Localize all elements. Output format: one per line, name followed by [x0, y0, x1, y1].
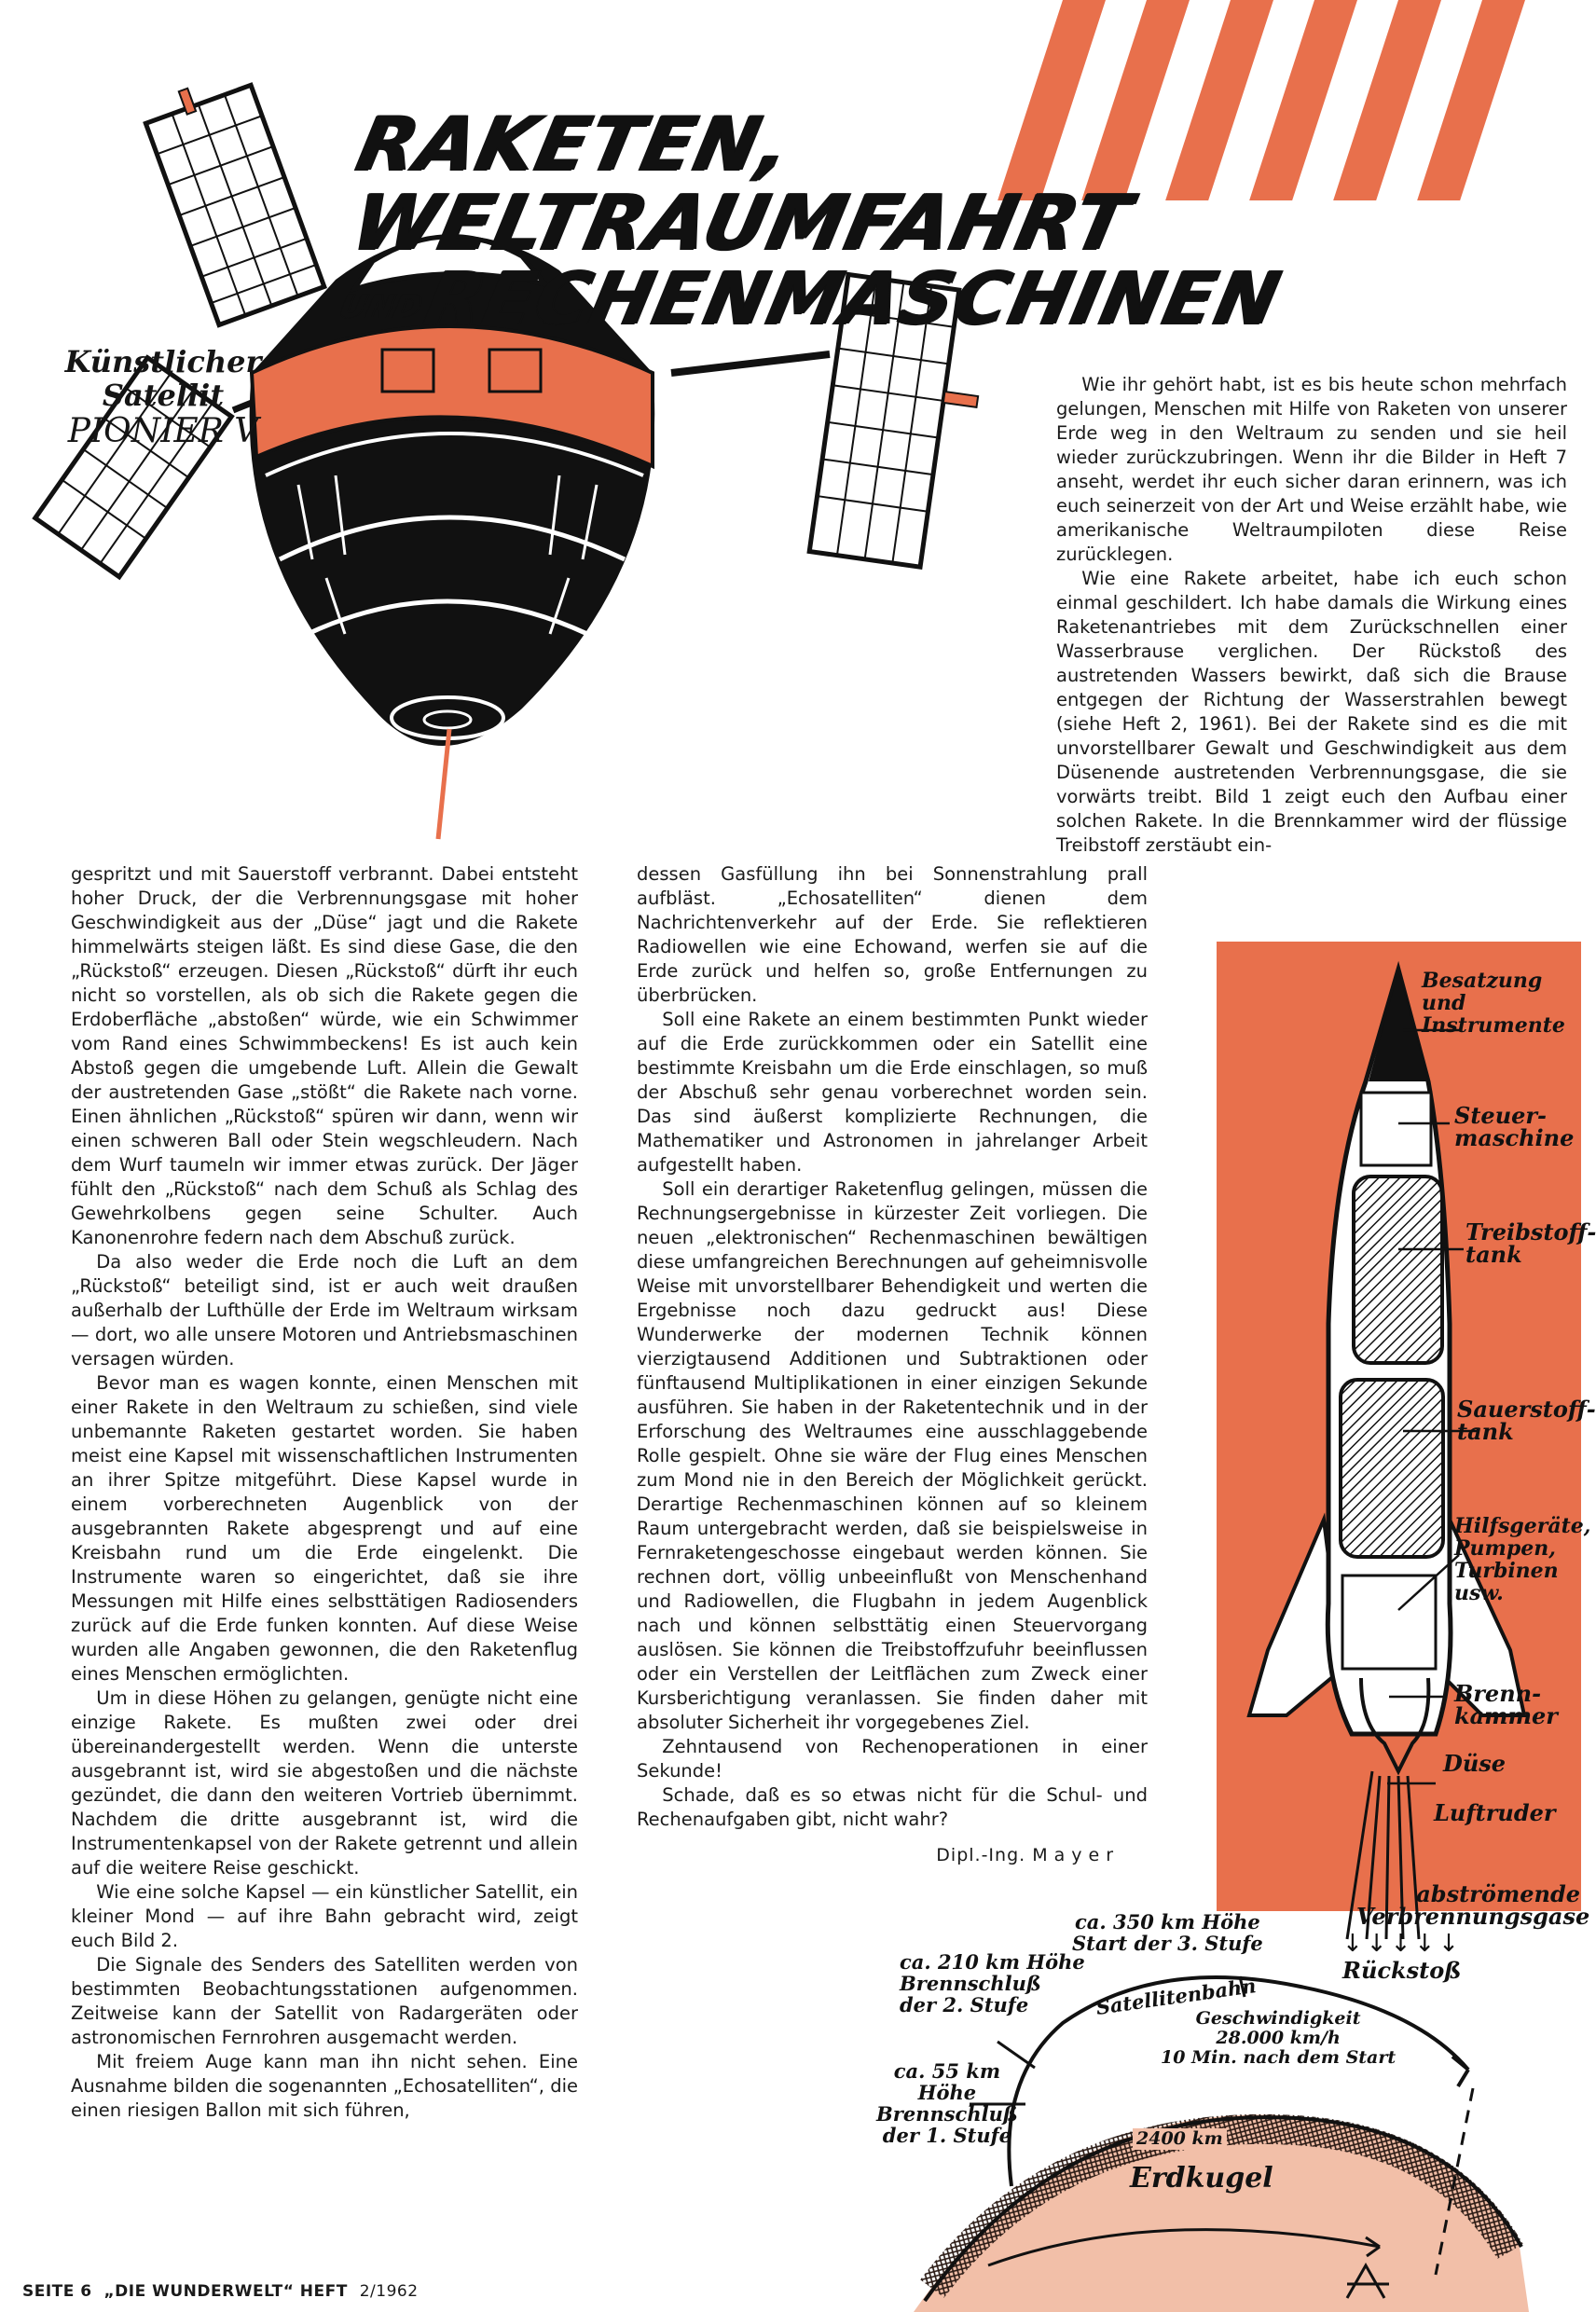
- signature-name: Mayer: [1032, 1845, 1120, 1865]
- stage3-start: Start der 3. Stufe: [1072, 1932, 1263, 1955]
- steering-compartment: [1361, 1093, 1431, 1165]
- rocket-label-oxygen-tank: Sauerstoff-tank: [1457, 1396, 1596, 1445]
- rocket-label-crew: Besatzung und Instrumente: [1422, 969, 1565, 1038]
- orbit-label-stage3: [1072, 1911, 1263, 1954]
- rocket-label-combustion-chamber: Brenn-kammer: [1454, 1680, 1558, 1729]
- stripe: [1333, 0, 1441, 200]
- stripe: [1249, 0, 1357, 200]
- paragraph: Um in diese Höhen zu gelangen, genügte nicht eine einzige Rakete. Es mußten zwei oder drei übereinandergestellt werden. Wenn die unterste ausgebrannt ist, wird sie abgestoßen und die nächste gezündet, die dann den weiteren Vortrieb übernimmt. Nachdem die dritte ausgebrannt ist, wird die Instrumentenkapsel von der Rakete getrennt und allein auf die weitere Reise geschickt.: [71, 1687, 578, 1878]
- orbit-artist-initials: [1398, 2275, 1418, 2296]
- caption-line-3: PIONIER V: [67, 412, 259, 450]
- stripe: [1081, 0, 1190, 200]
- rocket-label-exhaust: abströmende Verbrennungsgase: [1356, 1880, 1590, 1930]
- speed-label: Geschwindigkeit: [1195, 2008, 1361, 2029]
- stage2-height: ca. 210 km Höhe: [900, 1950, 1085, 1974]
- stage1-stage: der 1. Stufe: [882, 2124, 1011, 2147]
- paragraph: Mit freiem Auge kann man ihn nicht sehen. Eine Ausnahme bilden die sogenannten „Echosatelliten“, die einen riesigen Ballon mit sich führen,: [71, 2051, 578, 2121]
- paragraph: dessen Gasfüllung ihn bei Sonnenstrahlung prall aufbläst. „Echosatelliten“ dienen dem Nachrichtenverkehr auf der Erde. Sie reflektieren Radiowellen wie eine Echowand, werfen sie auf die Erde zurück und helfen so, große Entfernungen zu überbrücken.: [637, 863, 1148, 1006]
- title-line-3-row: [336, 256, 1288, 342]
- orbit-label-earth: Erdkugel: [1130, 2162, 1273, 2195]
- caption-line-1: Künstlicher: [64, 344, 262, 379]
- satellite-caption: [56, 345, 270, 451]
- paragraph: Da also weder die Erde noch die Luft an dem „Rückstoß“ beteiligt sind, ist er auch weit draußen außerhalb der Lufthülle der Erde im Weltraum wirksam — dort, wo alle unsere Motoren und Antriebsmaschinen versagen würden.: [71, 1251, 578, 1369]
- rocket-label-nozzle: Düse: [1443, 1750, 1507, 1777]
- title-line-2: WELTRAUMFAHRT: [345, 179, 1139, 268]
- stage1-burnout: Brennschluß: [876, 2102, 1018, 2126]
- paragraph: Soll ein derartiger Raketenflug gelingen, müssen die Rechnungsergebnisse in kürzester Zeit vorliegen. Die neuen „elektronischen“ Rechenmaschinen bewältigen diese umfangreichen Berechnungen auf geheimnisvolle Weise mit unvorstellbarer Behendigkeit und werten die Ergebnisse noch dazu gedruckt aus! Diese Wunderwerke der modernen Technik können vierzigtausend Additionen und Subtraktionen oder fünftausend Multiplikationen in einer einzigen Sekunde ausführen. Sie haben in der Raketentechnik und in der Erforschung des Weltraumes eine ausschlaggebende Rolle gespielt. Ohne sie wäre der Flug eines Menschen zum Mond nie in den Bereich der Möglichkeit gerückt. Derartige Rechenmaschinen können auf so kleinem Raum untergebracht werden, daß sie beispielsweise in Fernraketengeschosse eingebaut werden können. Sie rechnen dort, völlig unbeeinflußt von Menschenhand und Radiowellen, die Flugbahn in jedem Augenblick nach und können selbsttätig einen Steuervorgang auslösen. Sie können die Treibstoffzufuhr beeinflussen oder ein Verstellen der Leitflächen zum Zweck einer Kursberichtigung veranlassen. Sie finden daher mit absoluter Sicherheit ihr vorgegebenes Ziel.: [637, 1178, 1148, 1733]
- rocket-label-thrust: Rückstoß: [1342, 1957, 1462, 1984]
- fuel-tank: [1354, 1177, 1442, 1363]
- article-column-1: [71, 862, 578, 2123]
- stage1-height: ca. 55 km: [893, 2059, 1001, 2083]
- intro-text: [1056, 373, 1567, 858]
- speed-time: 10 Min. nach dem Start: [1161, 2047, 1396, 2068]
- footer-page: SEITE 6: [22, 2282, 92, 2301]
- orbit-label-speed: [1161, 2009, 1396, 2068]
- paragraph: Schade, daß es so etwas nicht für die Schul- und Rechenaufgaben gibt, nicht wahr?: [637, 1784, 1148, 1830]
- caption-line-2: Satellit: [102, 378, 225, 413]
- oxygen-tank: [1341, 1380, 1443, 1557]
- stage2-burnout: Brennschluß: [900, 1972, 1041, 1995]
- paragraph: Wie eine solche Kapsel — ein künstlicher Satellit, ein kleiner Mond — auf ihre Bahn gebracht wird, zeigt euch Bild 2.: [71, 1881, 578, 1951]
- rocket-label-steering: Steuer-maschine: [1454, 1102, 1575, 1151]
- stripe: [1417, 0, 1525, 200]
- stage3-height: ca. 350 km Höhe: [1075, 1910, 1260, 1934]
- title-line-1: RAKETEN,: [350, 101, 800, 187]
- stage1-height-label: Höhe: [917, 2081, 977, 2104]
- orbit-label-stage1: [876, 2060, 1018, 2146]
- paragraph: gespritzt und mit Sauerstoff verbrannt. Dabei entsteht hoher Druck, der die Verbrennungsgase mit hoher Geschwindigkeit aus der „Düse“ jagt und die Rakete himmelwärts steigen läßt. Es sind diese Gase, die den „Rückstoß“ erzeugen. Diesen „Rückstoß“ dürft ihr euch nicht so vorstellen, als ob sich die Rakete gegen die Erdoberfläche „abstoßen“ würde, wie ein Schwimmer vom Rand eines Schwimmbeckens! Es ist auch kein Abstoß gegen die umgebende Luft. Allein die Gewalt der austretenden Gase „stößt“ die Rakete nach vorne. Einen ähnlichen „Rückstoß“ spüren wir dann, wenn wir einen schweren Ball oder Stein wegschleudern. Nach dem Wurf taumeln wir immer etwas zurück. Der Jäger fühlt den „Rückstoß“ nach dem Schuß als Schlag des Gewehrkolbens gegen seine Schulter. Auch Kanonenrohre federn nach dem Abschuß zurück.: [71, 863, 578, 1248]
- orbit-label-stage2: [900, 1951, 1085, 2016]
- stage2-stage: der 2. Stufe: [900, 1993, 1029, 2016]
- stripe: [1165, 0, 1273, 200]
- footer-issue-label: HEFT: [299, 2282, 348, 2301]
- paragraph: Zehntausend von Rechenoperationen in einer Sekunde!: [637, 1736, 1148, 1782]
- signature: [637, 1843, 1148, 1867]
- paragraph: Die Signale des Senders des Satelliten werden von bestimmten Beobachtungsstationen aufgenommen. Zeitweise kann der Satellit von Radargeräten oder astronomischen Fernrohren ausgemacht werden.: [71, 1954, 578, 2048]
- speed-value: 28.000 km/h: [1216, 2028, 1341, 2048]
- solar-panel-upper: [139, 68, 323, 325]
- intro-paragraph: Wie ihr gehört habt, ist es bis heute schon mehrfach gelungen, Menschen mit Hilfe von Raketen von unserer Erde weg in den Weltraum zu senden und sie heil wieder zurückzubringen. Wenn ihr die Bilder in Heft 7 anseht, werdet ihr euch sicher daran erinnern, was ich euch seinerzeit von der Art und Weise erzählt habe, wie amerikanische Weltraumpiloten diese Reise zurücklegen.: [1056, 374, 1567, 565]
- intro-paragraph: Wie eine Rakete arbeitet, habe ich euch schon einmal geschildert. Ich habe damals die Wirkung eines Raketenantriebes mit dem Zurückschnellen einer Wasserbrause verglichen. Der Rückstoß des austretenden Wassers bewirkt, daß sich die Brause entgegen der Richtung der Wasserstrahlen bewegt (siehe Heft 2, 1961). Bei der Rakete sind es die mit unvorstellbarer Gewalt und Geschwindigkeit aus dem Düsenende austretenden Verbrennungsgase, die sie vorwärts treibt. Bild 1 zeigt euch den Aufbau einer solchen Rakete. In die Brennkammer wird der flüssige Treibstoff zerstäubt ein-: [1056, 568, 1567, 856]
- rocket-label-rudder: Luftruder: [1434, 1799, 1556, 1826]
- article-column-2: [637, 862, 1148, 1867]
- page-footer: [22, 2282, 419, 2301]
- thrust-arrows: ↓↓↓↓↓: [1342, 1930, 1463, 1958]
- orbit-label-distance: 2400 km: [1133, 2128, 1227, 2150]
- footer-issue: 2/1962: [359, 2282, 419, 2301]
- paragraph: Bevor man es wagen konnte, einen Menschen mit einer Rakete in den Weltraum zu schießen, sind viele unbemannte Raketen gestartet worden. Sie haben meist eine Kapsel mit wissenschaftlichen Instrumenten an ihrer Spitze mitgeführt. Diese Kapsel wurde in einem vorberechneten Augenblick von der ausgebrannten Rakete abgesprengt und auf eine Kreisbahn rund um die Erde eingelenkt. Die Instrumente waren so eingerichtet, daß sie ihre Messungen mit Hilfe eines selbsttätigen Radiosenders zurück auf die Erde funken konnten. Auf diese Weise wurden alle Angaben gewonnen, die den Raketenflug eines Menschen ermöglichten.: [71, 1372, 578, 1685]
- footer-magazine: „DIE WUNDERWELT“: [103, 2282, 295, 2301]
- title-line-3-prefix: UND: [336, 288, 426, 325]
- title-line-3: RECHENMASCHINEN: [418, 257, 1288, 341]
- paragraph: Soll eine Rakete an einem bestimmten Punkt wieder auf die Erde zurückkommen oder ein Satellit eine bestimmte Kreisbahn um die Erde einschlagen, so muß der Abschuß sehr genau vorberechnet worden sein. Das sind äußerst komplizierte Rechnungen, die Mathematiker und Astronomen in jahrelanger Arbeit aufgestellt haben.: [637, 1009, 1148, 1176]
- rocket-label-auxiliary: Hilfsgeräte, Pumpen, Turbinen usw.: [1454, 1514, 1591, 1605]
- orbit-label-satellite-path: Satellitenbahn: [1094, 1974, 1258, 2019]
- rocket-label-fuel-tank: Treibstoff-tank: [1465, 1218, 1596, 1268]
- decorative-stripes: [988, 0, 1581, 200]
- signature-prefix: Dipl.-Ing.: [936, 1845, 1026, 1865]
